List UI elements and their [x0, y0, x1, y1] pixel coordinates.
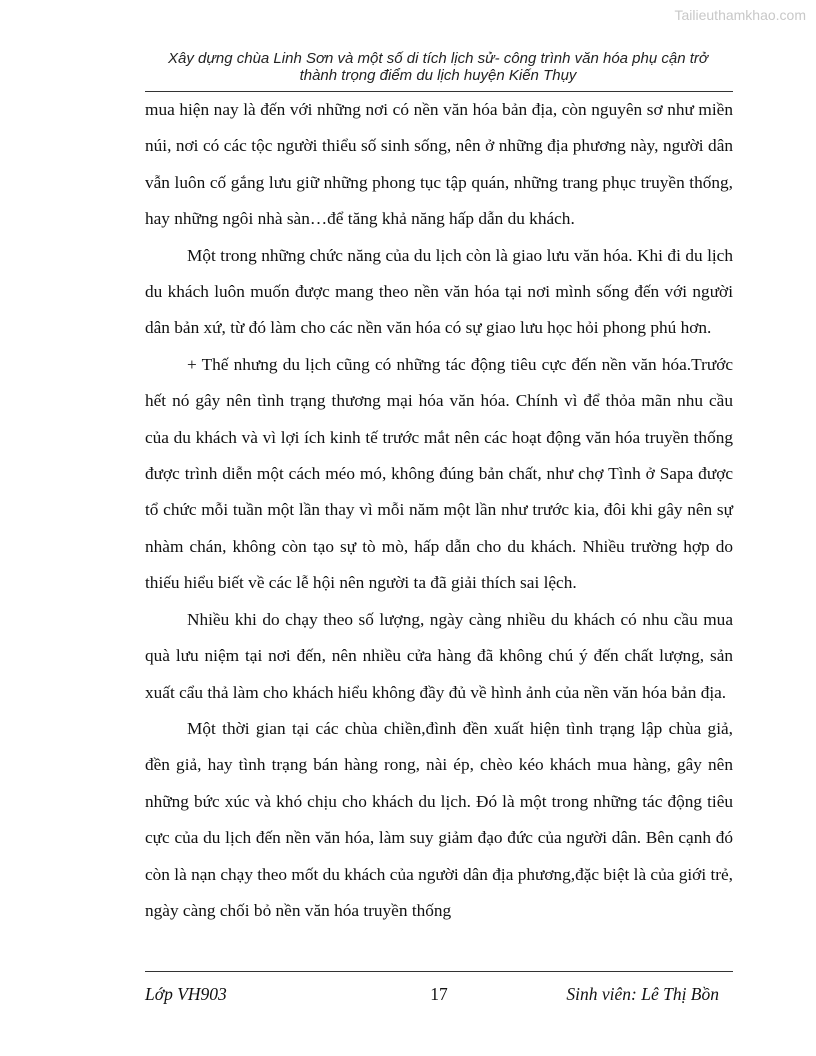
header-line-1: Xây dựng chùa Linh Sơn và một số di tích lịch sử- công trình văn hóa phụ cận trở — [168, 50, 708, 67]
page-number: 17 — [430, 984, 448, 1004]
student-label: Sinh viên: Lê Thị Bồn — [566, 984, 719, 1004]
header-line-2: thành trọng điểm du lịch huyện Kiến Thụy — [299, 67, 577, 84]
paragraph: + Thế nhưng du lịch cũng có những tác động tiêu cực đến nền văn hóa.Trước hết nó gây nên tình trạng thương mại hóa văn hóa. Chính vì để thỏa mãn nhu cầu của du khách và vì lợi ích kinh tế trước mắt nên các hoạt động văn hóa truyền thống được trình diễn một cách méo mó, không đúng bản chất, như chợ Tình ở Sapa được tổ chức mỗi tuần một lần thay vì mỗi năm một lần như trước kia, đôi khi gây nên sự nhàm chán, không còn tạo sự tò mò, hấp dẫn cho du khách. Nhiều trường hợp do thiếu hiểu biết về các lễ hội nên người ta đã giải thích sai lệch. — [145, 354, 733, 593]
footer-divider — [145, 971, 733, 972]
body-text — [145, 92, 733, 929]
paragraph: Nhiều khi do chạy theo số lượng, ngày càng nhiều du khách có nhu cầu mua quà lưu niệm tại nơi đến, nên nhiều cửa hàng đã không chú ý đến chất lượng, sản xuất cẩu thả làm cho khách hiểu không đầy đủ về hình ảnh của nền văn hóa bản địa. — [145, 609, 733, 702]
class-label: Lớp VH903 — [145, 984, 227, 1004]
watermark: Tailieuthamkhao.com — [674, 7, 806, 23]
paragraph: Một thời gian tại các chùa chiền,đình đền xuất hiện tình trạng lập chùa giả, đền giả, hay tình trạng bán hàng rong, nài ép, chèo kéo khách mua hàng, gây nên những bức xúc và khó chịu cho khách du lịch. Đó là một trong những tác động tiêu cực của du lịch đến nền văn hóa, làm suy giảm đạo đức của người dân. Bên cạnh đó còn là nạn chạy theo mốt du khách của người dân địa phương,đặc biệt là của giới trẻ, ngày càng chối bỏ nền văn hóa truyền thống — [145, 718, 733, 920]
paragraph: Một trong những chức năng của du lịch còn là giao lưu văn hóa. Khi đi du lịch du khách luôn muốn được mang theo nền văn hóa tại nơi mình sống đến với người dân bản xứ, từ đó làm cho các nền văn hóa có sự giao lưu học hỏi phong phú hơn. — [145, 245, 733, 338]
running-header — [140, 50, 736, 84]
paragraph: mua hiện nay là đến với những nơi có nền văn hóa bản địa, còn nguyên sơ như miền núi, nơi có các tộc người thiểu số sinh sống, nên ở những địa phương này, người dân vẫn luôn cố gắng lưu giữ những phong tục tập quán, những trang phục truyền thống, hay những ngôi nhà sàn…để tăng khả năng hấp dẫn du khách. — [145, 100, 733, 229]
page-footer — [145, 984, 733, 1008]
